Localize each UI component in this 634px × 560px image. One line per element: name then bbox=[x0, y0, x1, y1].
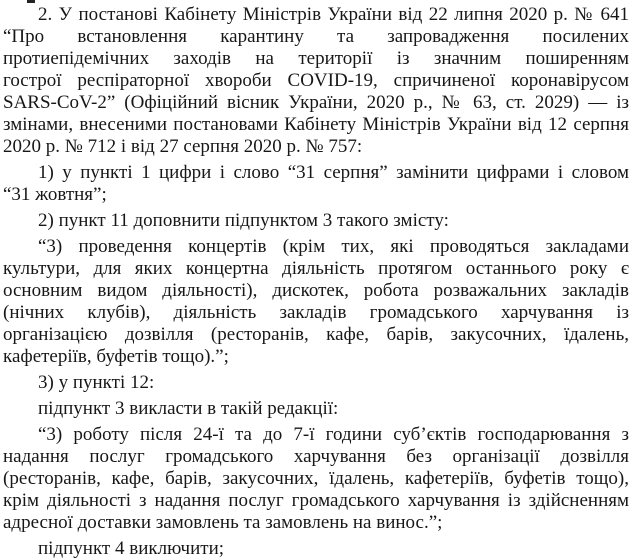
paragraph-item-3-subpoint-3 bbox=[3, 424, 629, 534]
text-line: змінами, внесеними постановами Кабінету Міністрів України від 12 серпня bbox=[3, 114, 629, 135]
text-line: 2) пункт 11 доповнити підпунктом 3 такого змісту: bbox=[38, 210, 449, 231]
text-line: підпункт 4 виключити; bbox=[38, 538, 225, 559]
text-line: 2. У постанові Кабінету Міністрів України від 22 липня 2020 р. № 641 bbox=[38, 4, 629, 25]
paragraph-item-2-intro bbox=[3, 210, 629, 232]
paragraph-item-3-sub4 bbox=[3, 538, 629, 560]
text-line: основним видом діяльності), дискотек, робота розважальних закладів bbox=[3, 280, 629, 301]
text-line: 1) у пункті 1 цифри і слово “31 серпня” замінити цифрами і словом bbox=[38, 162, 629, 183]
text-line: “3) проведення концертів (крім тих, які проводяться закладами bbox=[38, 236, 629, 257]
paragraph-item-2-subpoint-3 bbox=[3, 236, 629, 368]
text-line: надання послуг громадського харчування без організації дозвілля bbox=[3, 446, 629, 467]
text-line: кафетеріїв, буфетів тощо).”; bbox=[3, 346, 229, 367]
text-line: гострої респіраторної хвороби COVID-19, спричиненої коронавірусом bbox=[3, 70, 629, 91]
text-line: крім діяльності з надання послуг громадського харчування із здійсненням bbox=[3, 490, 629, 511]
text-line: 3) у пункті 12: bbox=[38, 372, 155, 393]
text-line: культури, для яких концертна діяльність протягом останнього року є bbox=[3, 258, 629, 279]
text-line: (нічних клубів), діяльність закладів громадського харчування із bbox=[3, 302, 629, 323]
text-line: адресної доставки замовлень та замовлень на винос.”; bbox=[3, 512, 443, 533]
text-line: “Про встановлення карантину та запровадження посилених bbox=[3, 26, 629, 47]
cut-off-text-fragment bbox=[27, 0, 35, 3]
text-line: (ресторанів, кафе, барів, закусочних, їдалень, кафетеріїв, буфетів тощо), bbox=[3, 468, 629, 489]
text-line: підпункт 3 викласти в такій редакції: bbox=[38, 398, 339, 419]
text-line: 2020 р. № 712 і від 27 серпня 2020 р. № 757: bbox=[3, 136, 363, 157]
text-line: протиепідемічних заходів на території із значним поширенням bbox=[3, 48, 629, 69]
paragraph-item-1 bbox=[3, 162, 629, 206]
paragraph-preamble bbox=[3, 4, 629, 158]
text-line: організацією дозвілля (ресторанів, кафе, барів, закусочних, їдалень, bbox=[3, 324, 629, 345]
paragraph-item-3-sub3-intro bbox=[3, 398, 629, 420]
text-line: “3) роботу після 24-ї та до 7-ї години суб’єктів господарювання з bbox=[38, 424, 629, 445]
text-line: “31 жовтня”; bbox=[3, 184, 107, 205]
text-line: SARS-CoV-2” (Офіційний вісник України, 2020 р., № 63, ст. 2029) — із bbox=[3, 92, 629, 113]
paragraph-item-3-intro bbox=[3, 372, 629, 394]
